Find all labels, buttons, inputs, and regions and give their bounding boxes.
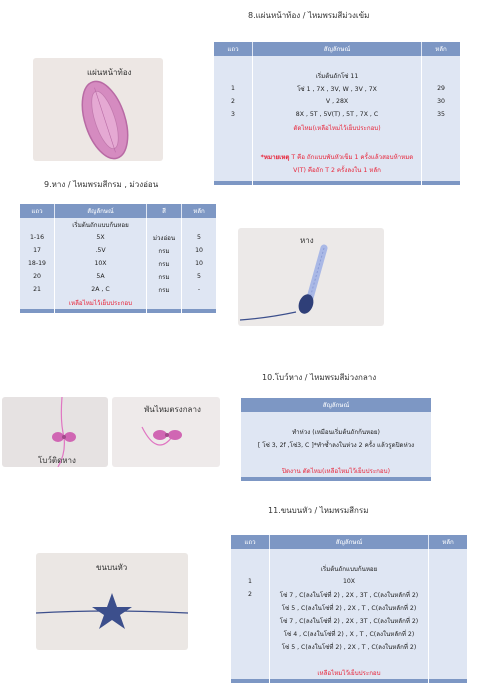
wrap-center-illustration	[112, 397, 220, 467]
section11-heading: 11.ขนบนหัว / ไหมพรมสีกรม	[268, 506, 369, 515]
symbol-cell: .5V	[55, 244, 147, 257]
col-header-row: แถว	[231, 535, 270, 549]
wrap-center-caption: พันไหมตรงกลาง	[144, 405, 201, 414]
belly-panel-illustration	[33, 58, 163, 161]
symbol-cell: เริ่มต้นถักแบบก้นหอย	[55, 218, 147, 231]
symbol-cell: 5X	[55, 231, 147, 244]
belly-panel-photo	[33, 58, 163, 161]
section9-heading: 9.หาง / ไหมพรมสีกรม , ม่วงอ่อน	[44, 180, 159, 189]
symbol-cell: 5A	[55, 270, 147, 283]
col-header-count: หลัก	[182, 204, 217, 218]
col-header-color: สี	[147, 204, 182, 218]
tail-bow-photo	[2, 397, 108, 467]
symbol-cell: เริ่มต้นถักแบบก้นหอย	[270, 562, 429, 575]
symbol-cell: 8X , 5T , 5V(T) , 5T , 7X , C	[253, 108, 422, 121]
symbol-cell: โซ่ 1 , 7X , 3V, W , 3V , 7X	[253, 82, 422, 95]
section9-pattern-table: แถว สัญลักษณ์ สี หลัก เริ่มต้นถักแบบก้นหอย 1-16 5X ม่วงอ่อน 5 17 .5V กรม 10 18-19 10X กรม 10 20 5A กรม 5 21 2A , C กรม - เหลือไหมไว้เย็บประกอบ	[20, 204, 216, 313]
col-header-symbol: สัญลักษณ์	[55, 204, 147, 218]
col-header-symbol: สัญลักษณ์	[253, 42, 422, 56]
finish-instruction: เหลือไหมไว้เย็บประกอบ	[270, 666, 429, 679]
section8-heading: 8.แผ่นหน้าท้อง / ไหมพรมสีม่วงเข้ม	[248, 11, 370, 20]
section10-heading: 10.โบว์หาง / ไหมพรมสีม่วงกลาง	[262, 373, 377, 382]
section8-pattern-table: แถว สัญลักษณ์ หลัก เริ่มต้นถักโซ่ 11 1 โซ่ 1 , 7X , 3V, W , 3V , 7X 29 2 V , 28X 30 3 8X , 5T , 5V(T) , 5T , 7X , C 35 ตัดไหม(เหลือไหมไว้เย็บประกอบ) *หมายเหตุ T คือ ถักแบบพันหัวเข็ม 1 ครั้งแล้วสอบห้าหมด V(T) คือถัก T 2 ครั้งลงใน 1 หลัก	[214, 42, 460, 185]
head-hair-photo	[36, 553, 188, 650]
symbol-cell: โซ่ 7 , C(ลงในโซ่ที่ 2) , 2X , 3T , C(ลงในหลักที่ 2)	[270, 588, 429, 601]
head-hair-illustration	[36, 553, 188, 650]
tail-photo	[238, 228, 384, 326]
note-text: *หมายเหตุ T คือ ถักแบบพันหัวเข็ม 1 ครั้งแล้วสอบห้าหมด V(T) คือถัก T 2 ครั้งลงใน 1 หลัก	[253, 147, 422, 181]
tail-caption: หาง	[300, 236, 314, 245]
finish-instruction: ตัดไหม(เหลือไหมไว้เย็บประกอบ)	[253, 121, 422, 134]
symbol-cell: 10X	[270, 575, 429, 588]
section10-pattern-table	[241, 398, 431, 481]
col-header-count: หลัก	[422, 42, 461, 56]
symbol-cell: เริ่มต้นถักโซ่ 11	[253, 69, 422, 82]
col-header-row: แถว	[20, 204, 55, 218]
wrap-center-photo	[112, 397, 220, 467]
tail-illustration	[238, 228, 384, 326]
col-header-count: หลัก	[429, 535, 468, 549]
col-header-row: แถว	[214, 42, 253, 56]
symbol-cell: V , 28X	[253, 95, 422, 108]
symbol-cell: โซ่ 4 , C(ลงในโซ่ที่ 2) , X , T , C(ลงในหลักที่ 2)	[270, 627, 429, 640]
instruction-line: ทำห่วง (เหมือนเริ่มต้นถักก้นหอย)	[241, 425, 431, 438]
symbol-cell: โซ่ 7 , C(ลงในโซ่ที่ 2) , 2X , 3T , C(ลงในหลักที่ 2)	[270, 614, 429, 627]
symbol-cell: โซ่ 5 , C(ลงในโซ่ที่ 2) , 2X , T , C(ลงในหลักที่ 2)	[270, 601, 429, 614]
symbol-cell: โซ่ 5 , C(ลงในโซ่ที่ 2) , 2X , T , C(ลงในหลักที่ 2)	[270, 640, 429, 653]
col-header-symbol: สัญลักษณ์	[270, 535, 429, 549]
head-hair-caption: ขนบนหัว	[96, 563, 128, 572]
col-header-symbol: สัญลักษณ์	[241, 398, 431, 412]
instruction-line: [ โซ่ 3, 2f ,โซ่3, C ]*ทำซ้ำลงในห่วง 2 ครั้ง แล้วรูดปิดห่วง	[241, 438, 431, 451]
finish-instruction: ปิดงาน ตัดไหม(เหลือไหมไว้เย็บประกอบ)	[241, 464, 431, 477]
belly-panel-caption: แผ่นหน้าท้อง	[87, 68, 132, 77]
section11-pattern-table: แถว สัญลักษณ์ หลัก เริ่มต้นถักแบบก้นหอย 1 10X 2 โซ่ 7 , C(ลงในโซ่ที่ 2) , 2X , 3T , C(ลงในหลักที่ 2) โซ่ 5 , C(ลงในโซ่ที่ 2) , 2X , T , C(ลงในหลักที่ 2) โซ่ 7 , C(ลงในโซ่ที่ 2) , 2X , 3T , C(ลงในหลักที่ 2) โซ่ 4 , C(ลงในโซ่ที่ 2) , X , T , C(ลงในหลักที่ 2) โซ่ 5 , C(ลงในโซ่ที่ 2) , 2X , T , C(ลงในหลักที่ 2) เหลือไหมไว้เย็บประกอบ	[231, 535, 467, 683]
tail-bow-caption: โบว์ติดหาง	[38, 456, 76, 465]
symbol-cell: 2A , C	[55, 283, 147, 296]
finish-instruction: เหลือไหมไว้เย็บประกอบ	[55, 296, 147, 309]
symbol-cell: 10X	[55, 257, 147, 270]
